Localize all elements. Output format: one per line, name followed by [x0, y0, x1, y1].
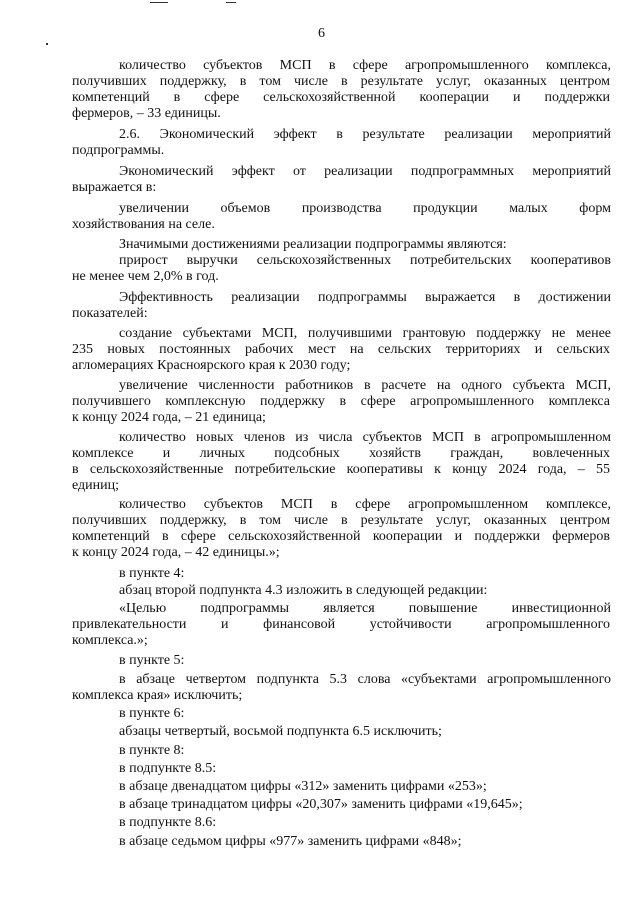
text-line: комплексе и личных подсобных хозяйств граждан, вовлеченных	[72, 446, 610, 461]
text-line: агломерациях Красноярского края к 2030 году;	[72, 358, 351, 373]
text-line: показателей:	[72, 306, 148, 321]
text-line: в подпункте 8.5:	[119, 761, 217, 776]
text-line: Значимыми достижениями реализации подпрограммы являются:	[119, 237, 507, 252]
text-line: в пункте 5:	[119, 653, 185, 668]
text-line: в пункте 4:	[119, 566, 185, 581]
text-line: получивших поддержку, в том числе в результате услуг, оказанных центром	[72, 513, 610, 528]
text-line: создание субъектами МСП, получившими грантовую поддержку не менее	[119, 326, 611, 341]
text-line: к концу 2024 года, – 21 единица;	[72, 410, 266, 425]
text-line: количество субъектов МСП в сфере агропромышленном комплексе,	[119, 497, 611, 512]
text-line: Экономический эффект от реализации подпрограммных мероприятий	[119, 164, 611, 179]
text-line: в подпункте 8.6:	[119, 815, 217, 830]
text-line: увеличении объемов производства продукции малых форм	[119, 201, 611, 216]
text-line: подпрограммы.	[72, 143, 165, 158]
text-line: привлекательности и финансовой устойчивости агропромышленного	[72, 617, 610, 632]
text-line: комплекса края» исключить;	[72, 688, 243, 703]
text-line: в пункте 6:	[119, 706, 185, 721]
text-line: абзацы четвертый, восьмой подпункта 6.5 исключить;	[119, 724, 442, 739]
text-line: количество новых членов из числа субъектов МСП в агропромышленном	[119, 430, 611, 445]
scan-artifact-mark	[46, 43, 48, 45]
text-line: получившего комплексную поддержку в сфере агропромышленного комплекса	[72, 394, 610, 409]
text-line: в сельскохозяйственные потребительские кооперативы к концу 2024 года, – 55	[72, 462, 610, 477]
scan-artifact-mark	[150, 2, 168, 3]
text-line: Эффективность реализации подпрограммы выражается в достижении	[119, 290, 611, 305]
text-line: хозяйствования на селе.	[72, 217, 215, 232]
text-line: в абзаце седьмом цифры «977» заменить цифрами «848»;	[119, 834, 462, 849]
text-line: компетенций в сфере сельскохозяйственной кооперации и поддержки фермеров	[72, 529, 610, 544]
page-number: 6	[318, 26, 325, 41]
text-line: выражается в:	[72, 180, 157, 195]
text-line: в абзаце четвертом подпункта 5.3 слова «субъектами агропромышленного	[119, 672, 611, 687]
text-line: фермеров, – 33 единицы.	[72, 106, 221, 121]
text-line: не менее чем 2,0% в год.	[72, 269, 219, 284]
text-line: в абзаце двенадцатом цифры «312» заменить цифрами «253»;	[119, 779, 487, 794]
text-line: количество субъектов МСП в сфере агропромышленного комплекса,	[119, 58, 611, 73]
text-line: комплекса.»;	[72, 633, 148, 648]
text-line: единиц;	[72, 478, 120, 493]
text-line: увеличение численности работников в расчете на одного субъекта МСП,	[119, 378, 611, 393]
scan-artifact-mark	[226, 2, 236, 3]
text-line: к концу 2024 года, – 42 единицы.»;	[72, 545, 280, 560]
text-line: компетенций в сфере сельскохозяйственной кооперации и поддержки	[72, 90, 610, 105]
text-line: прирост выручки сельскохозяйственных потребительских кооперативов	[119, 253, 611, 268]
text-line: «Целью подпрограммы является повышение инвестиционной	[119, 601, 611, 616]
text-line: получивших поддержку, в том числе в результате услуг, оказанных центром	[72, 74, 610, 89]
text-line: в пункте 8:	[119, 743, 185, 758]
text-line: 235 новых постоянных рабочих мест на сельских территориях и сельских	[72, 342, 610, 357]
text-line: в абзаце тринадцатом цифры «20,307» заменить цифрами «19,645»;	[119, 797, 523, 812]
text-line: 2.6. Экономический эффект в результате реализации мероприятий	[119, 127, 611, 142]
text-line: абзац второй подпункта 4.3 изложить в следующей редакции:	[119, 583, 488, 598]
